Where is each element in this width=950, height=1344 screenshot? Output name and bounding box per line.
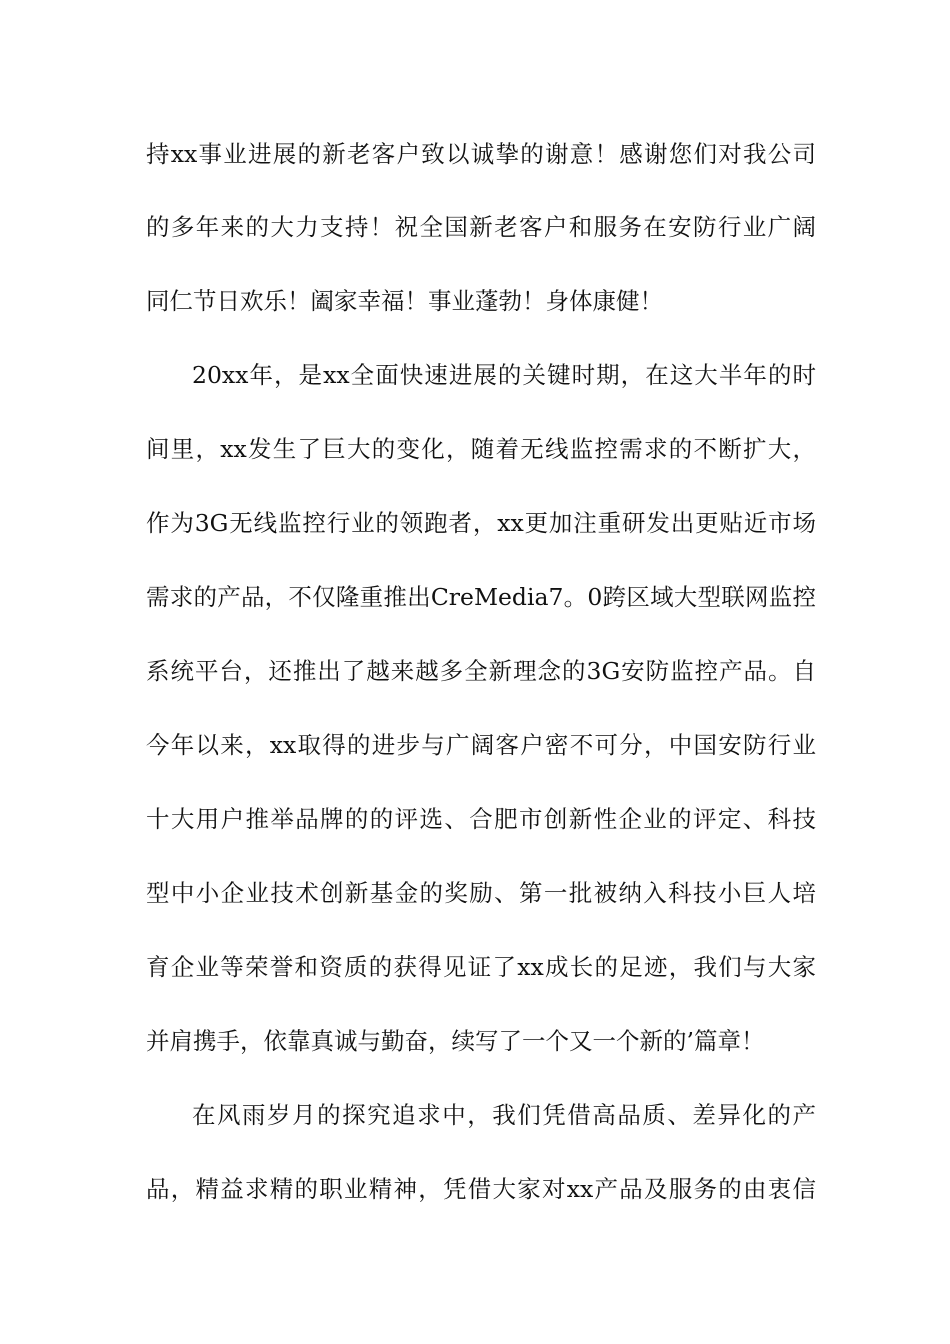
text-line-13: 并肩携手，依靠真诚与勤奋，续写了一个又一个新的’篇章！ (146, 1027, 765, 1055)
text-line-8: 系统平台，还推出了越来越多全新理念的3G安防监控产品。自 (146, 657, 816, 685)
text-line-7: 需求的产品，不仅隆重推出CreMedia7。0跨区域大型联网监控 (146, 583, 816, 611)
text-line-2: 的多年来的大力支持！祝全国新老客户和服务在安防行业广阔 (146, 213, 816, 241)
text-line-1: 持xx事业进展的新老客户致以诚挚的谢意！感谢您们对我公司 (146, 140, 816, 168)
text-line-15: 品，精益求精的职业精神，凭借大家对xx产品及服务的由衷信 (146, 1175, 816, 1203)
text-line-5: 间里，xx发生了巨大的变化，随着无线监控需求的不断扩大， (146, 435, 816, 463)
text-line-10: 十大用户推举品牌的的评选、合肥市创新性企业的评定、科技 (146, 805, 816, 833)
text-line-6: 作为3G无线监控行业的领跑者，xx更加注重研发出更贴近市场 (146, 509, 816, 537)
text-line-11: 型中小企业技术创新基金的奖励、第一批被纳入科技小巨人培 (146, 879, 816, 907)
text-line-3: 同仁节日欢乐！阖家幸福！事业蓬勃！身体康健！ (146, 287, 663, 315)
text-line-12: 育企业等荣誉和资质的获得见证了xx成长的足迹，我们与大家 (146, 953, 816, 981)
paragraph-2-first-line: 20xx年，是xx全面快速进展的关键时期，在这大半年的时 (192, 361, 816, 389)
text-line-9: 今年以来，xx取得的进步与广阔客户密不可分，中国安防行业 (146, 731, 816, 759)
paragraph-3-first-line: 在风雨岁月的探究追求中，我们凭借高品质、差异化的产 (192, 1101, 816, 1129)
